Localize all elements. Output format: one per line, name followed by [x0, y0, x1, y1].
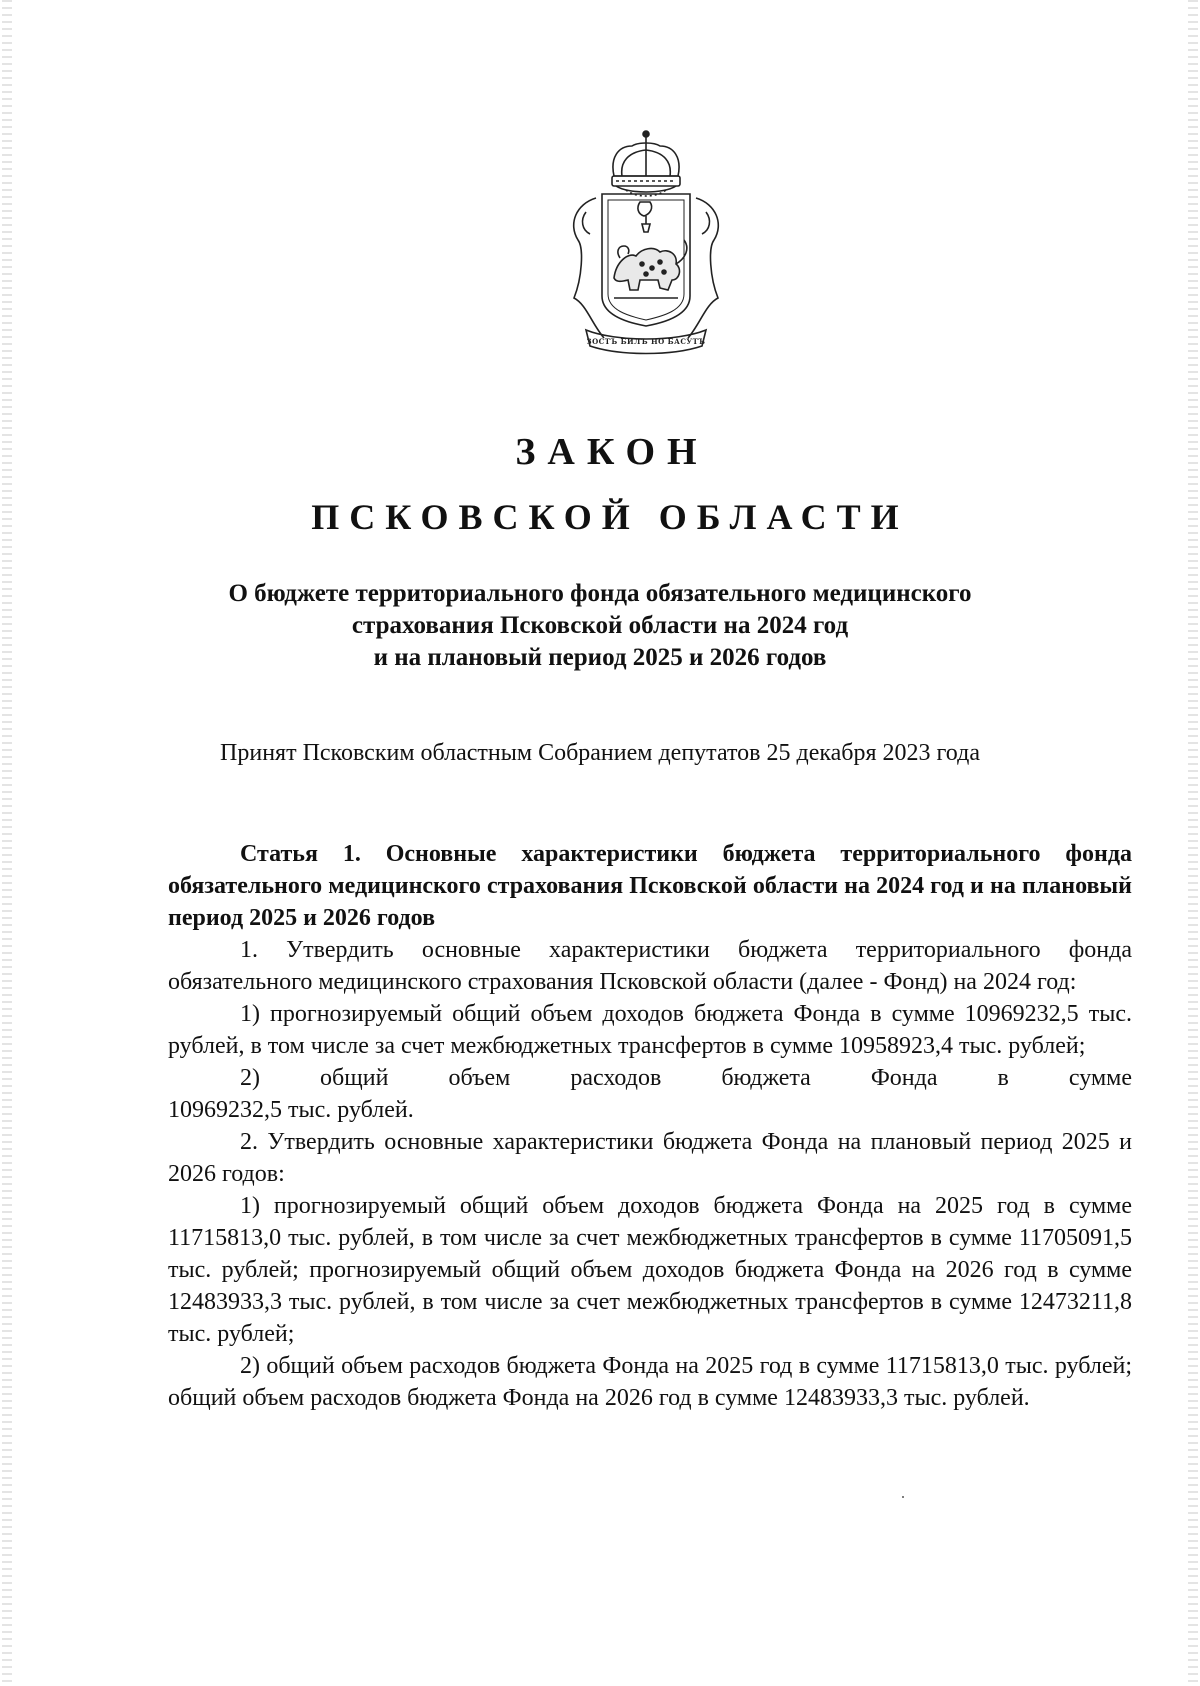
law-title: ЗАКОН	[515, 431, 709, 473]
subject-line-1: О бюджете территориального фонда обязательного медицинского	[228, 580, 972, 607]
scan-speck	[902, 1496, 904, 1498]
leopard-icon	[614, 240, 687, 290]
word: в	[997, 1065, 1009, 1091]
scan-edge-left	[2, 0, 12, 1686]
word: общий	[320, 1065, 389, 1091]
subject-line-2: страхования Псковской области на 2024 год	[351, 612, 849, 639]
word: сумме	[1068, 1065, 1132, 1091]
article-1-item-2-2: 2) общий объем расходов бюджета Фонда на 2025 год в сумме 11715813,0 тыс. рублей; общий объем расходов бюджета Фонда на 2026 год в сумме 12483933,3 тыс. рублей.	[168, 1353, 1132, 1411]
article-1-item-1-1: 1) прогнозируемый общий объем доходов бюджета Фонда в сумме 10969232,5 тыс. рублей, в том числе за счет межбюджетных трансфертов в сумме 10958923,4 тыс. рублей;	[168, 1001, 1132, 1059]
adoption-note: Принят Псковским областным Собранием депутатов 25 декабря 2023 года	[220, 740, 980, 766]
word: расходов	[570, 1065, 662, 1091]
word: 2)	[240, 1065, 260, 1091]
article-1-heading: Статья 1. Основные характеристики бюджета территориального фонда обязательного медицинского страхования Псковской области на 2024 год и на плановый период 2025 и 2026 годов	[168, 841, 1132, 931]
law-subject	[170, 578, 1030, 674]
article-1-item-1-2-line	[168, 1062, 1132, 1094]
word: Фонда	[870, 1065, 938, 1091]
word: бюджета	[721, 1065, 811, 1091]
article-1	[168, 838, 1132, 1414]
article-1-item-1-2-tail: 10969232,5 тыс. рублей.	[168, 1097, 414, 1123]
article-1-paragraph-1: 1. Утвердить основные характеристики бюджета территориального фонда обязательного медицинского страхования Псковской области (далее - Фонд) на 2024 год:	[168, 937, 1132, 995]
article-1-item-2-1: 1) прогнозируемый общий объем доходов бюджета Фонда на 2025 год в сумме 11715813,0 тыс. рублей, в том числе за счет межбюджетных трансфертов в сумме 11705091,5 тыс. рублей; прогнозируемый общий объем доходов бюджета Фонда на 2026 год в сумме 12483933,3 тыс. рублей, в том числе за счет межбюджетных трансфертов в сумме 12473211,8 тыс. рублей;	[168, 1193, 1132, 1347]
article-1-paragraph-2: 2. Утвердить основные характеристики бюджета Фонда на плановый период 2025 и 2026 годов:	[168, 1129, 1132, 1187]
subject-line-3: и на плановый период 2025 и 2026 годов	[373, 644, 827, 671]
svg-text:ЗОСТЪ БИЛЪ НО БАСУТЪ: ЗОСТЪ БИЛЪ НО БАСУТЪ	[586, 337, 706, 346]
crown-icon	[612, 131, 680, 196]
scan-edge-right	[1188, 0, 1198, 1686]
coat-of-arms-emblem	[556, 128, 736, 364]
word: объем	[448, 1065, 511, 1091]
region-title: ПСКОВСКОЙ ОБЛАСТИ	[311, 497, 909, 537]
